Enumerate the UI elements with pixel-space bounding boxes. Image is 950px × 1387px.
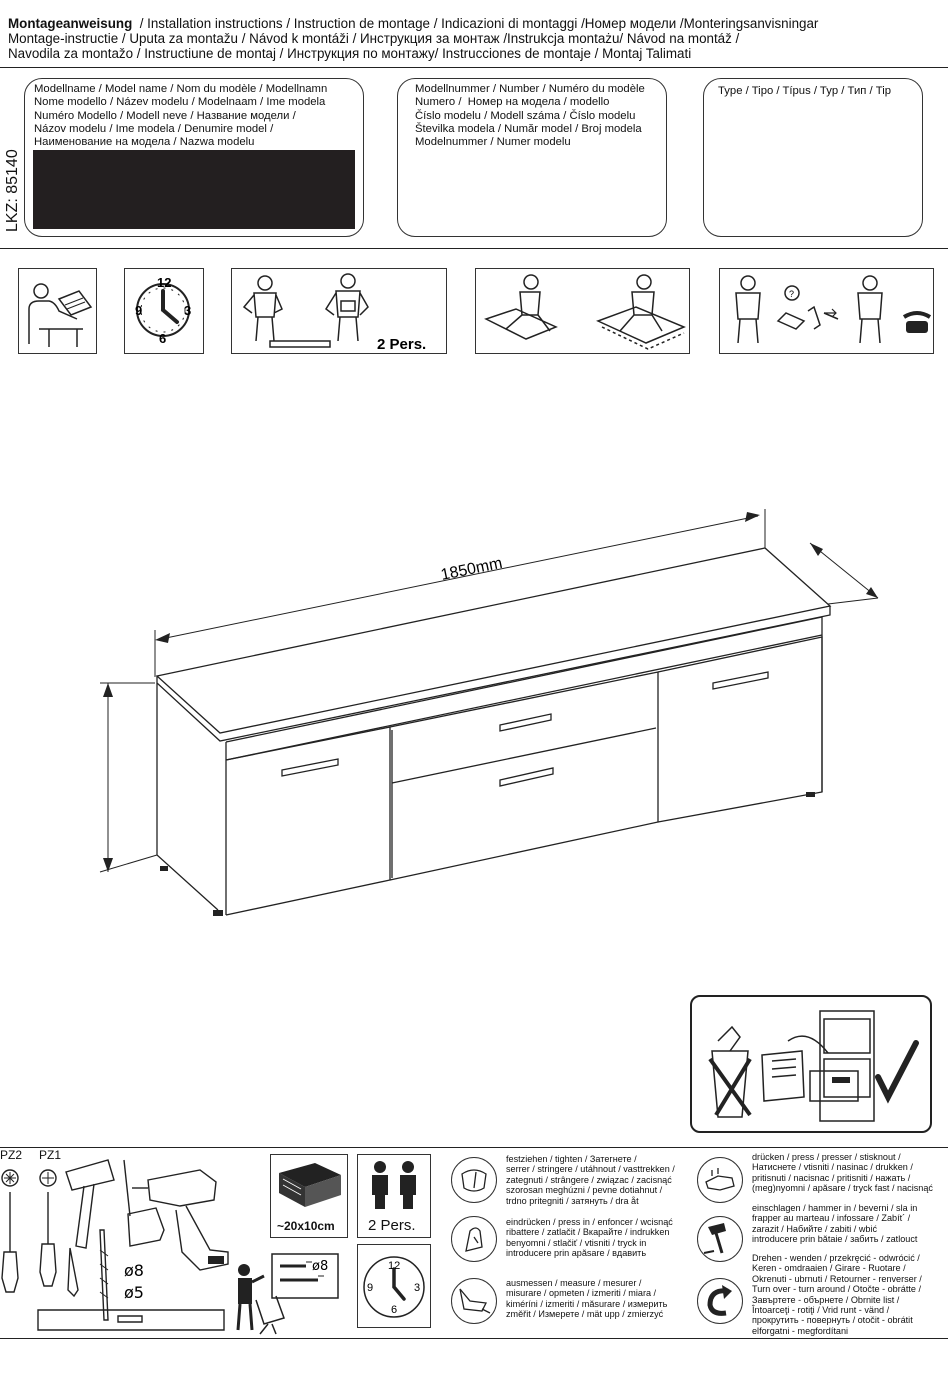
- dowel-8-label: ø8: [312, 1259, 329, 1274]
- turn-over-text: Drehen - wenden / przekręcić - odwrócić / Keren - omdraaien / Girare - Ruotare / Okrenuti - ubrnuti / Retourner - renverser / Turn over - turn around / Otočte - obrátte / Завъртете - обърнете / Obrnite list / Întoarceţi - rotiţi / Vrid runt - vänd / прокрутить - повернуть / otočit - obrátit elforgatni - megfordítani: [752, 1253, 922, 1336]
- press-in-text: eindrücken / press in / enfoncer / wcisnąć ribattere / zatlačit / Вкарайте / indrukken benyomni / stlačiť / vtisniti / tryck in introducere prin apăsare / вдавить: [506, 1217, 673, 1259]
- tool-clock-3: 3: [414, 1282, 421, 1294]
- file-instructions-icon: [692, 997, 930, 1131]
- help-phone-icon: [720, 269, 933, 353]
- model-number-label: Modellnummer / Number / Numéro du modèle Numero / Номер на модела / modello Číslo modelu / Modell száma / Číslo modelu Številka modela / Număr model / Broj modela Modelnummer / Numer modelu: [415, 83, 645, 149]
- type-box: [703, 78, 923, 237]
- clock-3: 3: [184, 303, 192, 318]
- model-name-box: [24, 78, 364, 237]
- header-line-3: Navodila za montažo / Instructiune de montaj / Инструкция по монтажу/ Instrucciones de montaje / Montaj Talimati: [8, 46, 692, 61]
- measure-text: ausmessen / measure / mesurer / misurare / opmeten / izmeriti / miara / kiméríni / izmeriti / măsurare / измерить změřit / Измерете / mät upp / zmierzyć: [506, 1278, 668, 1320]
- model-divider: [0, 248, 948, 249]
- press-icon: [697, 1157, 743, 1203]
- two-persons-label: 2 Pers.: [377, 336, 427, 353]
- two-workers-icon: [232, 269, 446, 353]
- turn-over-icon: [697, 1278, 743, 1324]
- header-text: [8, 16, 948, 61]
- hammer-in-icon: [697, 1216, 743, 1262]
- assembly-surface-icon: [476, 269, 689, 353]
- time-pictogram: [124, 268, 204, 354]
- drill-bit-8-label: ø8: [124, 1261, 144, 1280]
- model-name-label: Modellname / Model name / Nom du modèle / Modellnamn Nome modello / Název modelu / Modelnaam / Ime modela Numéro Modello / Modell neve / Название модели / Názov modelu / Ime modela / Denumire model / Наименование на модела / Nazwa modelu: [34, 83, 328, 149]
- press-text: drücken / press / presser / stisknout / Натиснете / vtisniti / nasinac / drukken / pritisnuti / nacisnac / pritisniti / нажать / (meg)nyomni / apăsare / tryck fast / nacisnąć: [752, 1152, 933, 1194]
- svg-text:?: ?: [789, 289, 795, 299]
- clock-6: 6: [159, 331, 167, 346]
- screwdriver-pz1-label: PZ1: [39, 1148, 62, 1162]
- width-dimension-label: 1850mm: [439, 554, 504, 584]
- model-name-redacted: [33, 150, 355, 229]
- two-persons-tool-label: 2 Pers.: [368, 1217, 416, 1234]
- header-divider: [0, 67, 948, 68]
- wood-block-box: [270, 1154, 348, 1238]
- hammer-in-text: einschlagen / hammer in / beverni / sla in frapper au marteau / infossare / Zabít´ / zarazit / Набийте / zabiti / wbić introducere prin bătaie / забить / zatlouct: [752, 1203, 918, 1245]
- header-line-2: Montage-instructie / Uputa za montažu / Návod k montáži / Инструкция за монтаж /Instrukcja montażu/ Návod na montáž /: [8, 31, 740, 46]
- read-instructions-pictogram: [18, 268, 97, 354]
- tool-clock-6: 6: [391, 1304, 398, 1316]
- clock-9: 9: [135, 303, 143, 318]
- wall-dowel-illustration: [232, 1252, 342, 1336]
- two-persons-box: [357, 1154, 431, 1238]
- reading-person-icon: [19, 269, 96, 353]
- measure-icon: [451, 1278, 497, 1324]
- tool-set-illustration: [0, 1160, 230, 1340]
- tighten-icon: [451, 1157, 497, 1203]
- header-line-1: / Installation instructions / Instruction de montage / Indicazioni di montaggi /Номер модели /Monteringsanvisningar: [132, 16, 819, 31]
- two-person-pictogram: [231, 268, 447, 354]
- header-title: Montageanweisung: [8, 16, 133, 31]
- call-support-pictogram: [719, 268, 934, 354]
- lkz-code: LKZ: 85140: [4, 149, 21, 232]
- keep-instructions-notice: [690, 995, 932, 1133]
- drill-bit-5-label: ø5: [124, 1283, 144, 1302]
- tools-top-divider: [0, 1147, 948, 1148]
- tools-bottom-divider: [0, 1338, 948, 1339]
- time-box: [357, 1244, 431, 1328]
- wood-block-icon: [271, 1155, 347, 1215]
- wood-block-size: ~20x10cm: [277, 1219, 335, 1233]
- tv-sideboard-drawing: [0, 500, 950, 930]
- tighten-text: festziehen / tighten / Затегнете / serrer / stringere / utáhnout / vasttrekken / zategnuti / strângere / związac / zacisnąć szorosan meghúzni / pevne dotiahnut / trdno pritegniti / затянуть / dra åt: [506, 1154, 675, 1206]
- clock-icon: [125, 269, 203, 353]
- clock-12: 12: [157, 275, 172, 290]
- type-label: Type / Tipo / Típus / Typ / Тип / Tip: [718, 85, 892, 97]
- two-persons-icon: [358, 1155, 430, 1211]
- soft-surface-pictogram: [475, 268, 690, 354]
- screwdriver-pz2-label: PZ2: [0, 1148, 23, 1162]
- clock-small-icon: [358, 1245, 430, 1327]
- press-in-icon: [451, 1216, 497, 1262]
- model-number-box: [397, 78, 667, 237]
- tool-clock-12: 12: [388, 1260, 401, 1272]
- tool-clock-9: 9: [367, 1282, 374, 1294]
